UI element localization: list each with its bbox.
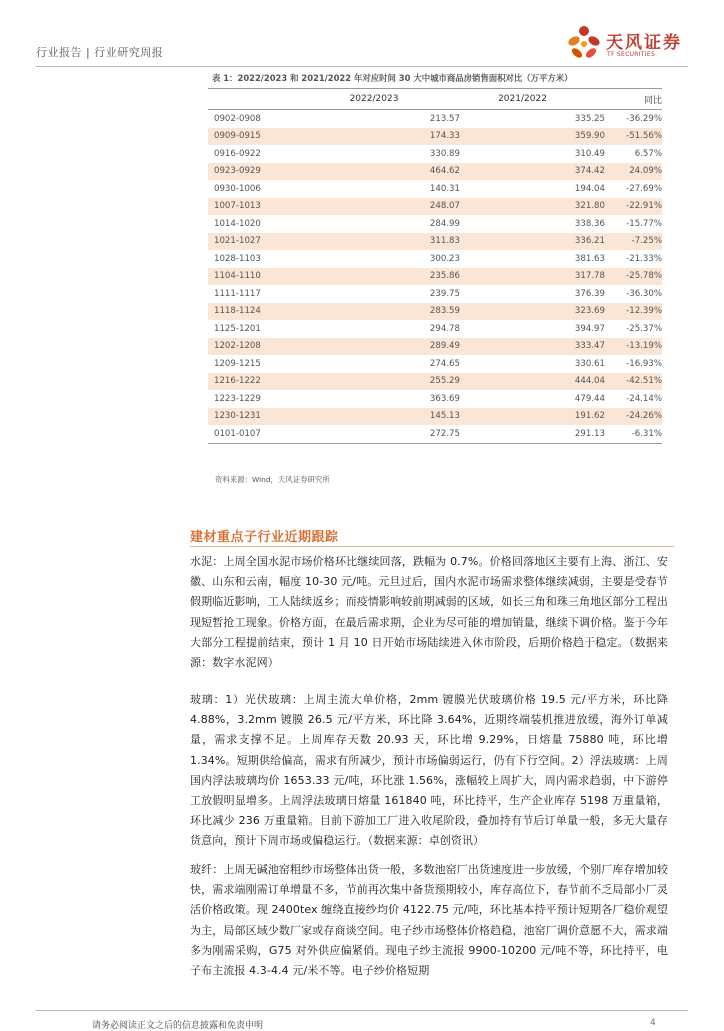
page-number: 4	[650, 1018, 656, 1028]
cell-period: 1216-1222	[214, 376, 261, 387]
cell-2022-2023: 140.31	[429, 183, 460, 194]
table-row	[208, 145, 662, 163]
cell-yoy: -22.91%	[626, 201, 662, 212]
cell-2022-2023: 235.86	[429, 271, 460, 282]
cell-2021-2022: 330.61	[574, 358, 605, 369]
table-row	[208, 338, 662, 356]
cell-yoy: -13.19%	[626, 341, 662, 352]
table-row	[208, 303, 662, 321]
sales-area-table	[208, 88, 662, 444]
table-row	[208, 198, 662, 216]
cell-2021-2022: 479.44	[574, 393, 605, 404]
table-row	[208, 408, 662, 426]
cell-period: 1223-1229	[214, 393, 261, 404]
table-caption: 表 1：2022/2023 和 2021/2022 年对应时间 30 大中城市商品房销售面积对比（万平方米）	[212, 73, 573, 83]
cell-2021-2022: 444.04	[574, 376, 605, 387]
cell-yoy: 24.09%	[629, 166, 662, 177]
cell-period: 1111-1117	[214, 288, 261, 299]
cell-2021-2022: 323.69	[574, 306, 605, 317]
footer-disclaimer: 请务必阅读正文之后的信息披露和免责申明	[92, 1021, 264, 1031]
cell-2022-2023: 213.57	[429, 113, 460, 124]
table-row	[208, 285, 662, 303]
cell-yoy: -51.56%	[626, 131, 662, 142]
cell-period: 1125-1201	[214, 323, 261, 334]
cell-2021-2022: 310.49	[574, 148, 605, 159]
cell-2021-2022: 191.62	[574, 411, 605, 422]
cell-2021-2022: 335.25	[574, 113, 605, 124]
table-row	[208, 215, 662, 233]
table-body	[208, 110, 662, 444]
cell-yoy: -15.77%	[626, 218, 662, 229]
table-row	[208, 373, 662, 391]
header-2022-2023: 2022/2023	[349, 94, 399, 104]
cell-2022-2023: 174.33	[429, 131, 460, 142]
logo-subtitle: TF SECURITIES	[607, 51, 656, 58]
cell-2021-2022: 321.80	[574, 201, 605, 212]
cell-2021-2022: 376.39	[574, 288, 605, 299]
cell-yoy: -24.14%	[626, 393, 662, 404]
cell-2021-2022: 374.42	[574, 166, 605, 177]
cell-2021-2022: 394.97	[574, 323, 605, 334]
cell-2021-2022: 338.36	[574, 218, 605, 229]
cell-period: 0101-0107	[214, 428, 261, 439]
cell-2021-2022: 336.21	[574, 236, 605, 247]
cell-period: 1021-1027	[214, 236, 261, 247]
cell-2022-2023: 145.13	[429, 411, 460, 422]
table-row	[208, 180, 662, 198]
header-divider	[36, 66, 688, 67]
cell-yoy: -27.69%	[626, 183, 662, 194]
cell-period: 0909-0915	[214, 131, 261, 142]
cell-2022-2023: 248.07	[429, 201, 460, 212]
cell-period: 0930-1006	[214, 183, 261, 194]
table-row	[208, 163, 662, 181]
cell-yoy: -16.93%	[626, 358, 662, 369]
cell-yoy: -6.31%	[631, 428, 662, 439]
table-row	[208, 355, 662, 373]
cell-2021-2022: 194.04	[574, 183, 605, 194]
cell-yoy: -12.39%	[626, 306, 662, 317]
cell-period: 1028-1103	[214, 253, 261, 264]
logo-mark-icon	[566, 24, 602, 62]
cell-2022-2023: 239.75	[429, 288, 460, 299]
cell-yoy: -21.33%	[626, 253, 662, 264]
cell-2022-2023: 294.78	[429, 323, 460, 334]
cell-2022-2023: 330.89	[429, 148, 460, 159]
cell-2022-2023: 300.23	[429, 253, 460, 264]
cell-2021-2022: 317.78	[574, 271, 605, 282]
footer-divider	[36, 1010, 688, 1011]
table-row	[208, 425, 662, 444]
cell-yoy: -25.37%	[626, 323, 662, 334]
header-2021-2022: 2021/2022	[498, 94, 547, 104]
cell-yoy: -24.26%	[626, 411, 662, 422]
cell-yoy: -25.78%	[626, 271, 662, 282]
cell-period: 0916-0922	[214, 148, 261, 159]
cell-2022-2023: 363.69	[429, 393, 460, 404]
table-source: 资料来源：Wind，天风证券研究所	[215, 475, 330, 484]
cell-2021-2022: 333.47	[574, 341, 605, 352]
cell-period: 1209-1215	[214, 358, 261, 369]
cell-2022-2023: 283.59	[429, 306, 460, 317]
cell-yoy: -36.30%	[626, 288, 662, 299]
cell-yoy: -7.25%	[631, 236, 662, 247]
table-header-row	[208, 88, 662, 110]
cell-period: 0923-0929	[214, 166, 261, 177]
cell-2022-2023: 289.49	[429, 341, 460, 352]
cell-period: 1202-1208	[214, 341, 261, 352]
company-logo	[566, 24, 692, 64]
cell-period: 1007-1013	[214, 201, 261, 212]
section-divider	[190, 546, 674, 547]
cell-2021-2022: 381.63	[574, 253, 605, 264]
table-row	[208, 268, 662, 286]
cell-2021-2022: 291.13	[574, 428, 605, 439]
cell-2022-2023: 272.75	[429, 428, 460, 439]
header-yoy: 同比	[643, 95, 662, 106]
table-row	[208, 250, 662, 268]
cell-period: 1230-1231	[214, 411, 261, 422]
cell-2022-2023: 255.29	[429, 376, 460, 387]
glass-paragraph: 玻璃：1）光伏玻璃：上周主流大单价格，2mm 镀膜光伏玻璃价格 19.5 元/平方米，环比降 4.88%，3.2mm 镀膜 26.5 元/平方米，环比降 3.64%，近期终端装机推进放缓，海外订单减量，需求支撑不足。上周库存天数 20.93 天，环比增 9.29%，日熔量 75880 吨，环比增 1.34%。短期供给偏高，需求有所减少，预计市场偏弱运行，仍有下行空间。2）浮法玻璃：上周国内浮法玻璃均价 1653.33 元/吨，环比涨 1.56%，涨幅较上周扩大，周内需求趋弱，中下游停工放假明显增多。上周浮法玻璃日熔量 161840 吨，环比持平，生产企业库存 5198 万重量箱，环比减少 236 万重量箱。目前下游加工厂进入收尾阶段，叠加持有节后订单量一般，多无大量存货意向，预计下周市场或偏稳运行。（数据来源：卓创资讯）	[190, 693, 668, 848]
cell-yoy: -36.29%	[626, 113, 662, 124]
cell-yoy: -42.51%	[626, 376, 662, 387]
report-category: 行业报告 | 行业研究周报	[36, 46, 164, 59]
table-row	[208, 390, 662, 408]
logo-name: 天风证券	[606, 33, 682, 53]
table-row	[208, 320, 662, 338]
cell-2022-2023: 274.65	[429, 358, 460, 369]
cement-paragraph: 水泥：上周全国水泥市场价格环比继续回落，跌幅为 0.7%。价格回落地区主要有上海、浙江、安徽、山东和云南，幅度 10-30 元/吨。元旦过后，国内水泥市场需求整体继续减弱，主要是受春节假期临近影响，工人陆续返乡；而疫情影响较前期减弱的区域，如长三角和珠三角地区部分工程出现短暂抢工现象。价格方面，在最后需求期，企业为尽可能的增加销量，继续下调价格。鉴于今年大部分工程提前结束，预计 1 月 10 日开始市场陆续进入休市阶段，后期价格趋于稳定。（数据来源：数字水泥网）	[190, 555, 668, 670]
cell-period: 1118-1124	[214, 306, 261, 317]
section-title: 建材重点子行业近期跟踪	[190, 530, 339, 545]
table-row	[208, 128, 662, 146]
fiberglass-paragraph: 玻纤：上周无碱池窑粗纱市场整体出货一般，多数池窑厂出货速度进一步放缓，个别厂库存增加较快，需求端刚需订单增量不多，节前再次集中备货预期较小，库存高位下，春节前不乏局部小厂灵活价格政策。现 2400tex 缠绕直接纱均价 4122.75 元/吨，环比基本持平预计短期各厂稳价观望为主，局部区域少数厂家或存商谈空间。电子纱市场整体价格趋稳，池窑厂调价意愿不大，需求端多为刚需采购，G75 对外供应偏紧俏。现电子纱主流报 9900-10200 元/吨不等，环比持平，电子布主流报 4.3-4.4 元/米不等。电子纱价格短期	[190, 863, 668, 978]
cell-2022-2023: 311.83	[429, 236, 460, 247]
cell-period: 1104-1110	[214, 271, 261, 282]
cell-2021-2022: 359.90	[574, 131, 605, 142]
cell-2022-2023: 464.62	[429, 166, 460, 177]
table-row	[208, 110, 662, 128]
cell-yoy: 6.57%	[634, 148, 662, 159]
cell-2022-2023: 284.99	[429, 218, 460, 229]
table-row	[208, 233, 662, 251]
cell-period: 0902-0908	[214, 113, 261, 124]
cell-period: 1014-1020	[214, 218, 261, 229]
